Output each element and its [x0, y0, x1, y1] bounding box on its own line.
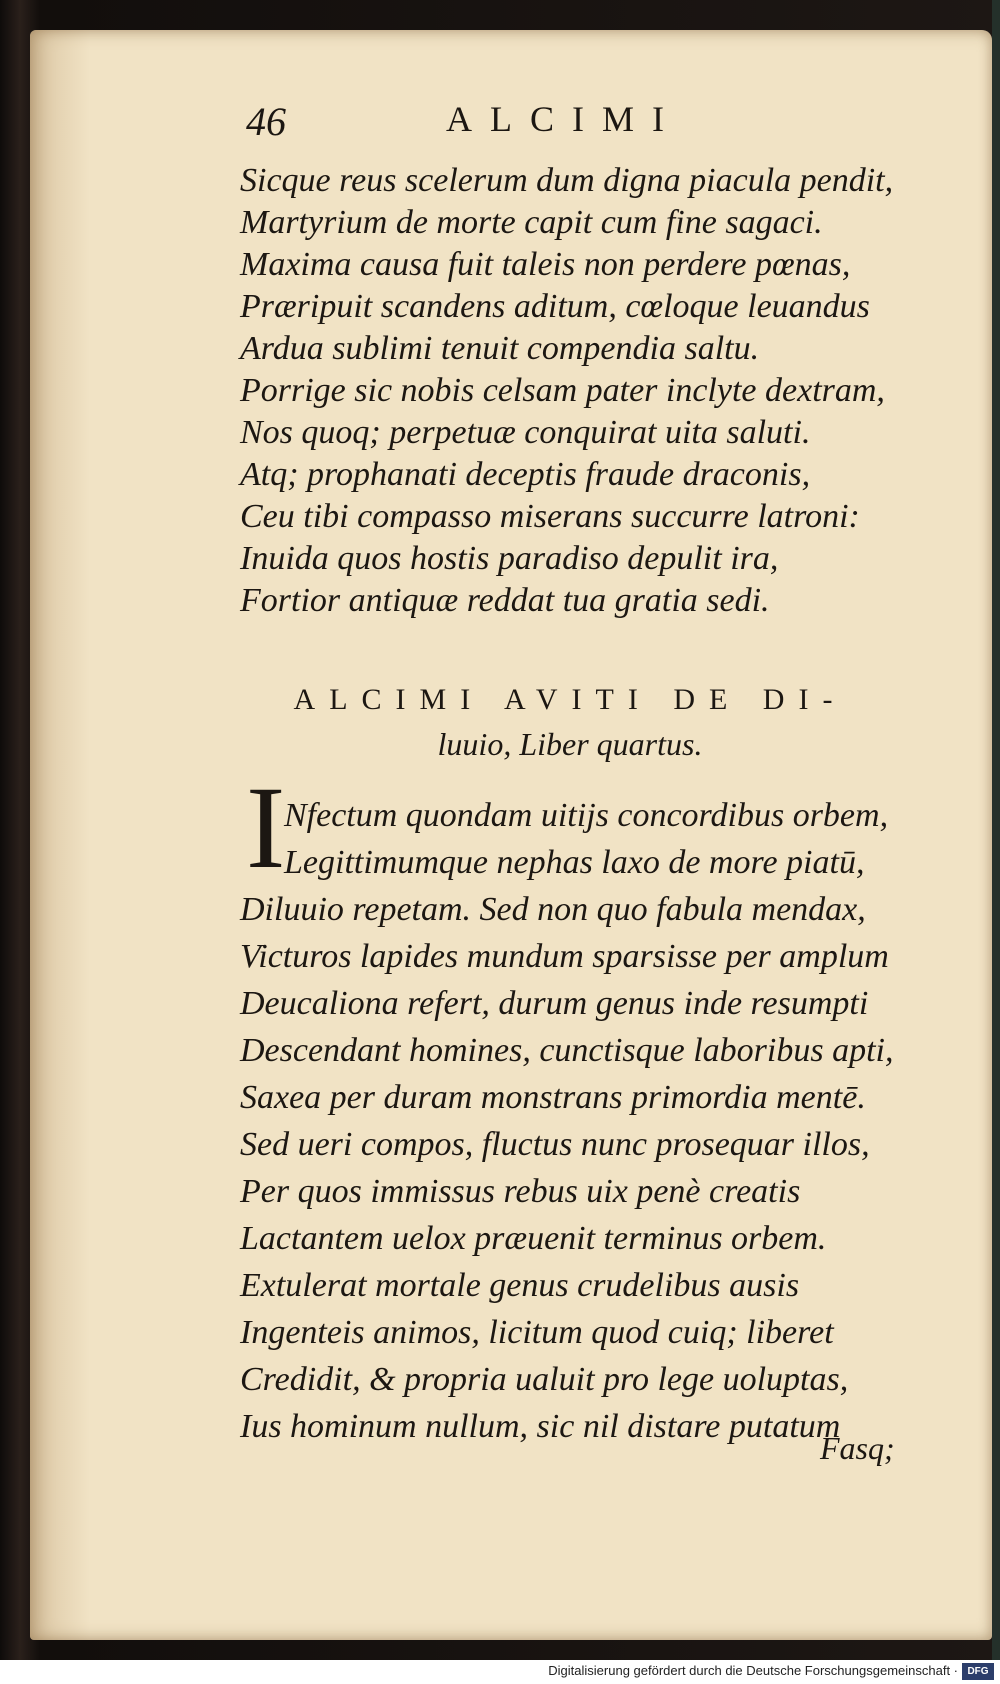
verse-line: Per quos immissus rebus uix penè creatis: [240, 1173, 801, 1210]
binding-edge: [992, 0, 1000, 1684]
section-heading: [240, 678, 900, 766]
dfg-logo: DFG: [962, 1663, 994, 1680]
drop-cap-initial: I: [246, 762, 286, 893]
verse-line: Ceu tibi compasso miserans succurre latroni:: [240, 498, 860, 535]
verse-line: Ius hominum nullum, sic nil distare putatum: [240, 1408, 841, 1445]
running-title: ALCIMI: [446, 99, 682, 139]
funding-credit: Digitalisierung gefördert durch die Deutsche Forschungsgemeinschaft ·: [548, 1663, 958, 1678]
verse-block-bottom: [240, 792, 930, 1450]
verse-line: Sed ueri compos, fluctus nunc prosequar illos,: [240, 1126, 870, 1163]
verse-line: Præripuit scandens aditum, cœloque leuandus: [240, 288, 870, 325]
footer-bar: [0, 1660, 1000, 1684]
page-number: 46: [246, 99, 286, 144]
catchword: Fasq;: [820, 1430, 895, 1466]
section-heading-line-1: ALCIMI AVITI DE DI-: [293, 683, 847, 716]
running-head: [246, 88, 766, 148]
verse-line: Sicque reus scelerum dum digna piacula pendit,: [240, 162, 894, 199]
section-heading-line-2: luuio, Liber quartus.: [437, 726, 703, 762]
verse-line: Ardua sublimi tenuit compendia saltu.: [240, 330, 760, 367]
verse-line: Credidit, & propria ualuit pro lege uoluptas,: [240, 1361, 849, 1398]
verse-line: Lactantem uelox præuenit terminus orbem.: [240, 1220, 827, 1257]
verse-line: Victuros lapides mundum sparsisse per amplum: [240, 938, 889, 975]
verse-block-top: [240, 160, 930, 622]
verse-line: Martyrium de morte capit cum fine sagaci.: [240, 204, 823, 241]
verse-line: Maxima causa fuit taleis non perdere pœnas,: [240, 246, 851, 283]
verse-line: Legittimumque nephas laxo de more piatū,: [284, 844, 865, 881]
verse-line: Porrige sic nobis celsam pater inclyte dextram,: [240, 372, 885, 409]
verse-line: Ingenteis animos, licitum quod cuiq; liberet: [240, 1314, 834, 1351]
verse-line: Fortior antiquæ reddat tua gratia sedi.: [240, 582, 770, 619]
verse-line: Inuida quos hostis paradiso depulit ira,: [240, 540, 779, 577]
verse-line: Nos quoq; perpetuæ conquirat uita saluti.: [240, 414, 811, 451]
verse-line: Nfectum quondam uitijs concordibus orbem,: [284, 797, 889, 834]
verse-line: Deucaliona refert, durum genus inde resumpti: [240, 985, 869, 1022]
verse-line: Atq; prophanati deceptis fraude draconis,: [240, 456, 811, 493]
verse-line: Extulerat mortale genus crudelibus ausis: [240, 1267, 800, 1304]
verse-line: Descendant homines, cunctisque laboribus apti,: [240, 1032, 894, 1069]
verse-line: Diluuio repetam. Sed non quo fabula mendax,: [240, 891, 866, 928]
verse-line: Saxea per duram monstrans primordia mentē.: [240, 1079, 866, 1116]
